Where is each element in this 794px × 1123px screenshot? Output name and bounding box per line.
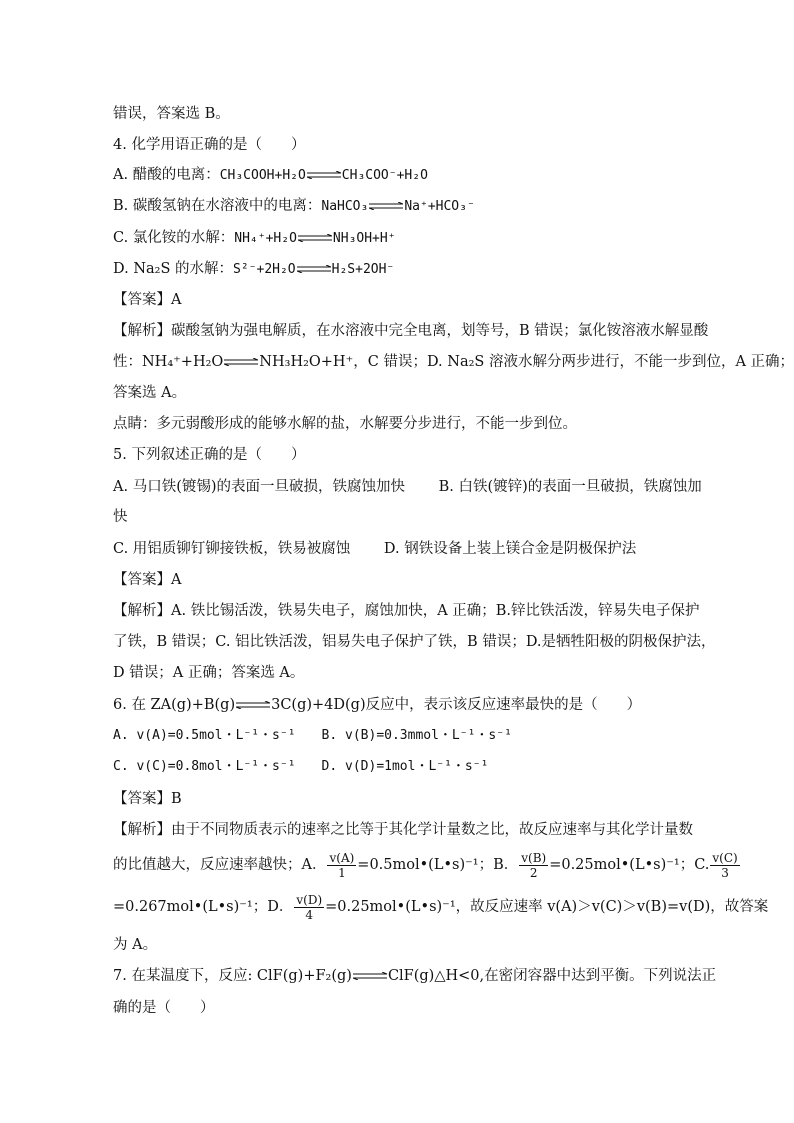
equation-lhs: CH₃COOH+H₂O <box>219 168 306 183</box>
equilibrium-arrow-icon <box>297 265 331 273</box>
equation-rhs: H₂S+2OH⁻ <box>331 262 395 277</box>
stem-part: 3C(g)+4D(g)反应中，表示该反应速率最快的是（ ） <box>271 697 642 713</box>
q4-answer: 【答案】A <box>113 292 182 308</box>
q6-explanation-line: 为 A。 <box>113 937 158 953</box>
equation-lhs: NaHCO₃ <box>321 199 369 214</box>
equilibrium-arrow-icon <box>353 972 387 980</box>
explanation-part: NH₃H₂O+H⁺，C 错误；D. Na₂S 溶液水解分两步进行，不能一步到位，A 正确； <box>259 354 794 370</box>
explanation-part: 的比值越大，反应速率越快；A． <box>113 857 327 873</box>
q6-explanation-line: 【解析】由于不同物质表示的速率之比等于其化学计量数之比，故反应速率与其化学计量数 <box>113 822 693 838</box>
fraction-numerator: v(D) <box>296 892 323 907</box>
fraction <box>710 851 739 880</box>
q4-option-a <box>113 165 428 186</box>
equation-rhs: CH₃COO⁻+H₂O <box>341 168 428 183</box>
explanation-part: =0.25mol•(L•s)⁻¹；C. <box>549 857 710 873</box>
fraction-denominator: 2 <box>529 865 538 880</box>
option-prefix: D. Na₂S 的水解： <box>113 261 234 277</box>
equilibrium-arrow-icon <box>369 202 403 210</box>
fraction-numerator: v(B) <box>521 850 547 865</box>
fraction <box>519 851 548 880</box>
equilibrium-arrow-icon <box>236 701 270 709</box>
q5-options-ab: A. 马口铁(镀锡)的表面一旦破损，铁腐蚀加快 B. 白铁(镀锌)的表面一旦破损，铁腐蚀加 <box>113 479 702 495</box>
q6-explanation-line <box>113 846 741 884</box>
equation-rhs: Na⁺+HCO₃⁻ <box>404 199 475 214</box>
q6-explanation-line <box>113 888 768 926</box>
explanation-part: =0.25mol•(L•s)⁻¹，故反应速率 v(A)＞v(C)＞v(B)=v(D)，故答案 <box>325 899 769 915</box>
fraction-denominator: 1 <box>338 865 346 880</box>
explanation-part: 性：NH₄⁺+H₂O <box>113 354 224 370</box>
fraction <box>327 851 356 880</box>
equilibrium-arrow-icon <box>298 234 332 242</box>
equation-lhs: NH₄⁺+H₂O <box>234 231 297 246</box>
equation-lhs: S²⁻+2H₂O <box>233 262 296 277</box>
q5-explanation-line: 【解析】A. 铁比锡活泼，铁易失电子，腐蚀加快，A 正确；B.锌比铁活泼，锌易失电子保护 <box>113 603 700 619</box>
q6-options-cd: C. v(C)=0.8mol・L⁻¹・s⁻¹ D. v(D)=1mol・L⁻¹・s⁻¹ <box>113 759 489 774</box>
q4-option-c <box>113 228 396 249</box>
explanation-part: =0.267mol•(L•s)⁻¹；D． <box>113 899 294 915</box>
q4-tip: 点睛：多元弱酸形成的能够水解的盐，水解要分步进行，不能一步到位。 <box>113 416 577 432</box>
fraction-numerator: v(C) <box>712 850 738 865</box>
q5-options-ab-wrap: 快 <box>113 509 128 525</box>
fraction-denominator: 4 <box>305 907 314 922</box>
q4-explanation-line: 【解析】碳酸氢钠为强电解质，在水溶液中完全电离，划等号，B 错误；氯化铵溶液水解显酸 <box>113 323 709 339</box>
q4-explanation-line: 答案选 A。 <box>113 385 187 401</box>
text-line: 错误，答案选 B。 <box>113 106 230 122</box>
stem-part: 6. 在 ZA(g)+B(g) <box>113 697 236 713</box>
q4-explanation-line <box>113 352 794 372</box>
q4-option-b <box>113 196 475 217</box>
option-prefix: C. 氯化铵的水解： <box>113 230 235 246</box>
q5-answer: 【答案】A <box>113 572 182 588</box>
fraction-numerator: v(A) <box>329 850 355 865</box>
q6-options-ab: A. v(A)=0.5mol・L⁻¹・s⁻¹ B. v(B)=0.3mmol・L⁻¹・s⁻¹ <box>113 728 512 743</box>
q5-explanation-line: D 错误；A 正确；答案选 A。 <box>113 665 305 681</box>
q6-answer: 【答案】B <box>113 791 182 807</box>
explanation-part: =0.5mol•(L•s)⁻¹；B． <box>357 857 519 873</box>
fraction-denominator: 3 <box>721 865 729 880</box>
fraction <box>294 893 324 922</box>
stem-part: ClF(g)△H<0,在密闭容器中达到平衡。下列说法正 <box>387 968 717 984</box>
question-5-stem: 5. 下列叙述正确的是（ ） <box>113 447 306 463</box>
equation-rhs: NH₃OH+H⁺ <box>332 231 396 246</box>
question-7-stem <box>113 966 716 986</box>
q5-explanation-line: 了铁，B 错误；C. 铝比铁活泼，铝易失电子保护了铁，B 错误；D.是牺牲阳极的阴极保护法， <box>113 634 716 650</box>
question-6-stem <box>113 695 641 715</box>
q5-options-cd: C. 用铝质铆钉铆接铁板，铁易被腐蚀 D. 钢铁设备上装上镁合金是阴极保护法 <box>113 541 637 557</box>
q4-option-d <box>113 259 394 280</box>
question-4-stem: 4. 化学用语正确的是（ ） <box>113 137 306 153</box>
option-prefix: A. 醋酸的电离： <box>113 167 220 183</box>
equilibrium-arrow-icon <box>224 358 258 366</box>
question-7-stem-wrap: 确的是（ ） <box>113 1000 215 1016</box>
option-prefix: B. 碳酸氢钠在水溶液中的电离： <box>113 198 322 214</box>
equilibrium-arrow-icon <box>307 171 341 179</box>
stem-part: 7. 在某温度下，反应: ClF(g)+F₂(g) <box>113 968 352 984</box>
